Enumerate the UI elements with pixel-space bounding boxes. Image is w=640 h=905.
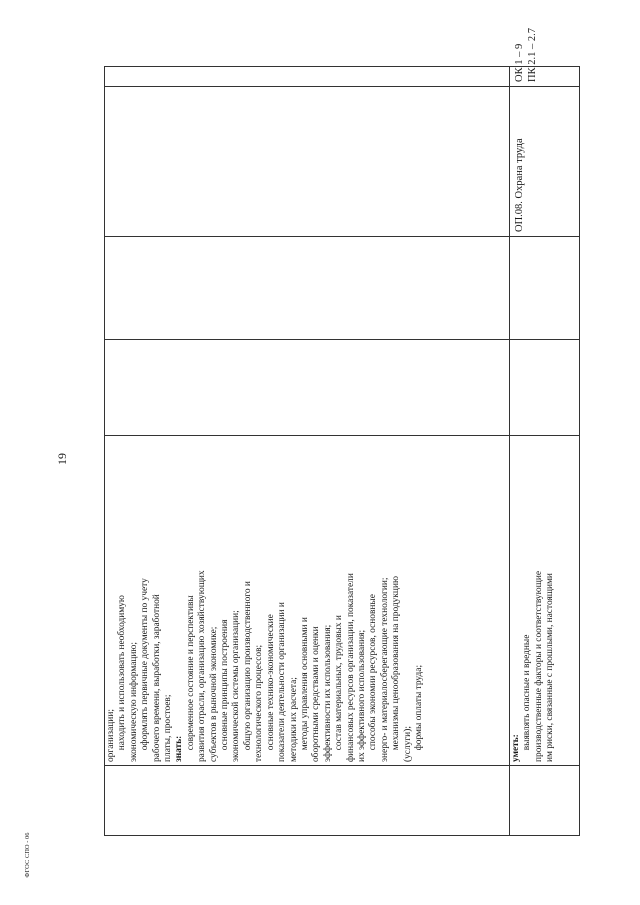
text-line: показатели деятельности организации и: [277, 602, 288, 762]
text-line: способы экономии ресурсов, основные: [368, 594, 379, 762]
competency-table: [104, 28, 580, 836]
text-line: энерго- и материалосберегающие технологии;: [379, 577, 390, 762]
requirements-text: [105, 436, 426, 765]
text-line: (услуги);: [402, 726, 413, 762]
text-line: эффективности их использования;: [322, 624, 333, 762]
text-line: основные технико-экономические: [265, 614, 276, 762]
text-line: технологического процессов;: [254, 644, 265, 762]
text-line: состав материальных, трудовых и: [334, 615, 345, 762]
text-line: финансовых ресурсов организации, показатели: [345, 573, 356, 762]
table-cell-requirements: [509, 435, 580, 766]
table-cell-discipline: [509, 86, 580, 237]
text-line: общую организацию производственного и: [242, 581, 253, 762]
text-line: платы, простоев;: [163, 694, 174, 762]
text-line: им риски, связанные с прошлыми, настоящими: [545, 573, 556, 762]
table-cell-index: [104, 765, 510, 836]
text-line: оформлять первичные документы по учету: [140, 578, 151, 762]
text-line: современное состояние и перспективы: [185, 595, 196, 762]
table-cell-hours-class: [104, 236, 510, 340]
text-line: рабочего времени, выработки, заработной: [151, 594, 162, 762]
table-cell-competencies: [509, 28, 580, 87]
text-line: производственные факторы и соответствующие: [533, 570, 544, 762]
text-line: организации;: [106, 709, 116, 762]
competency-codes: [510, 28, 542, 86]
text-line: методы управления основными и: [299, 617, 310, 762]
table-cell-discipline: [104, 86, 510, 237]
text-line: развития отрасли, организацию хозяйствующих: [197, 570, 208, 762]
competency-pk: ПК 2.1 – 2.7: [527, 28, 538, 82]
text-line: знать:: [174, 735, 185, 762]
text-line: оборотными средствами и оценки: [311, 626, 322, 762]
text-line: субъектов в рыночной экономике;: [208, 626, 219, 762]
text-line: механизмы ценообразования на продукцию: [391, 576, 402, 762]
text-line: методики их расчета;: [288, 677, 299, 762]
table-cell-hours-max: [509, 339, 580, 436]
table-cell-hours-class: [509, 236, 580, 340]
requirements-text: [510, 436, 558, 765]
text-line: выявлять опасные и вредные: [522, 634, 533, 762]
table-row: [509, 28, 580, 836]
table-cell-hours-max: [104, 339, 510, 436]
discipline-name: ОП.08. Охрана труда: [514, 138, 525, 232]
text-line: их эффективного использования;: [356, 629, 367, 762]
text-line: основные принципы построения: [220, 619, 231, 762]
text-line: экономическую информацию;: [128, 641, 139, 762]
text-line: находить и использовать необходимую: [117, 595, 128, 762]
table-cell-requirements: [104, 435, 510, 766]
text-line: экономической системы организации;: [231, 610, 242, 762]
page-number: 19: [55, 453, 69, 465]
text-line: формы оплаты труда;: [413, 664, 424, 762]
footer-label: ФГОС СПО - 06: [24, 832, 31, 878]
table-row: [104, 66, 510, 836]
competency-ok: ОК 1 – 9: [514, 43, 525, 82]
table-cell-competencies: [104, 66, 510, 87]
table-cell-index: [509, 765, 580, 836]
text-line: уметь:: [511, 734, 521, 762]
